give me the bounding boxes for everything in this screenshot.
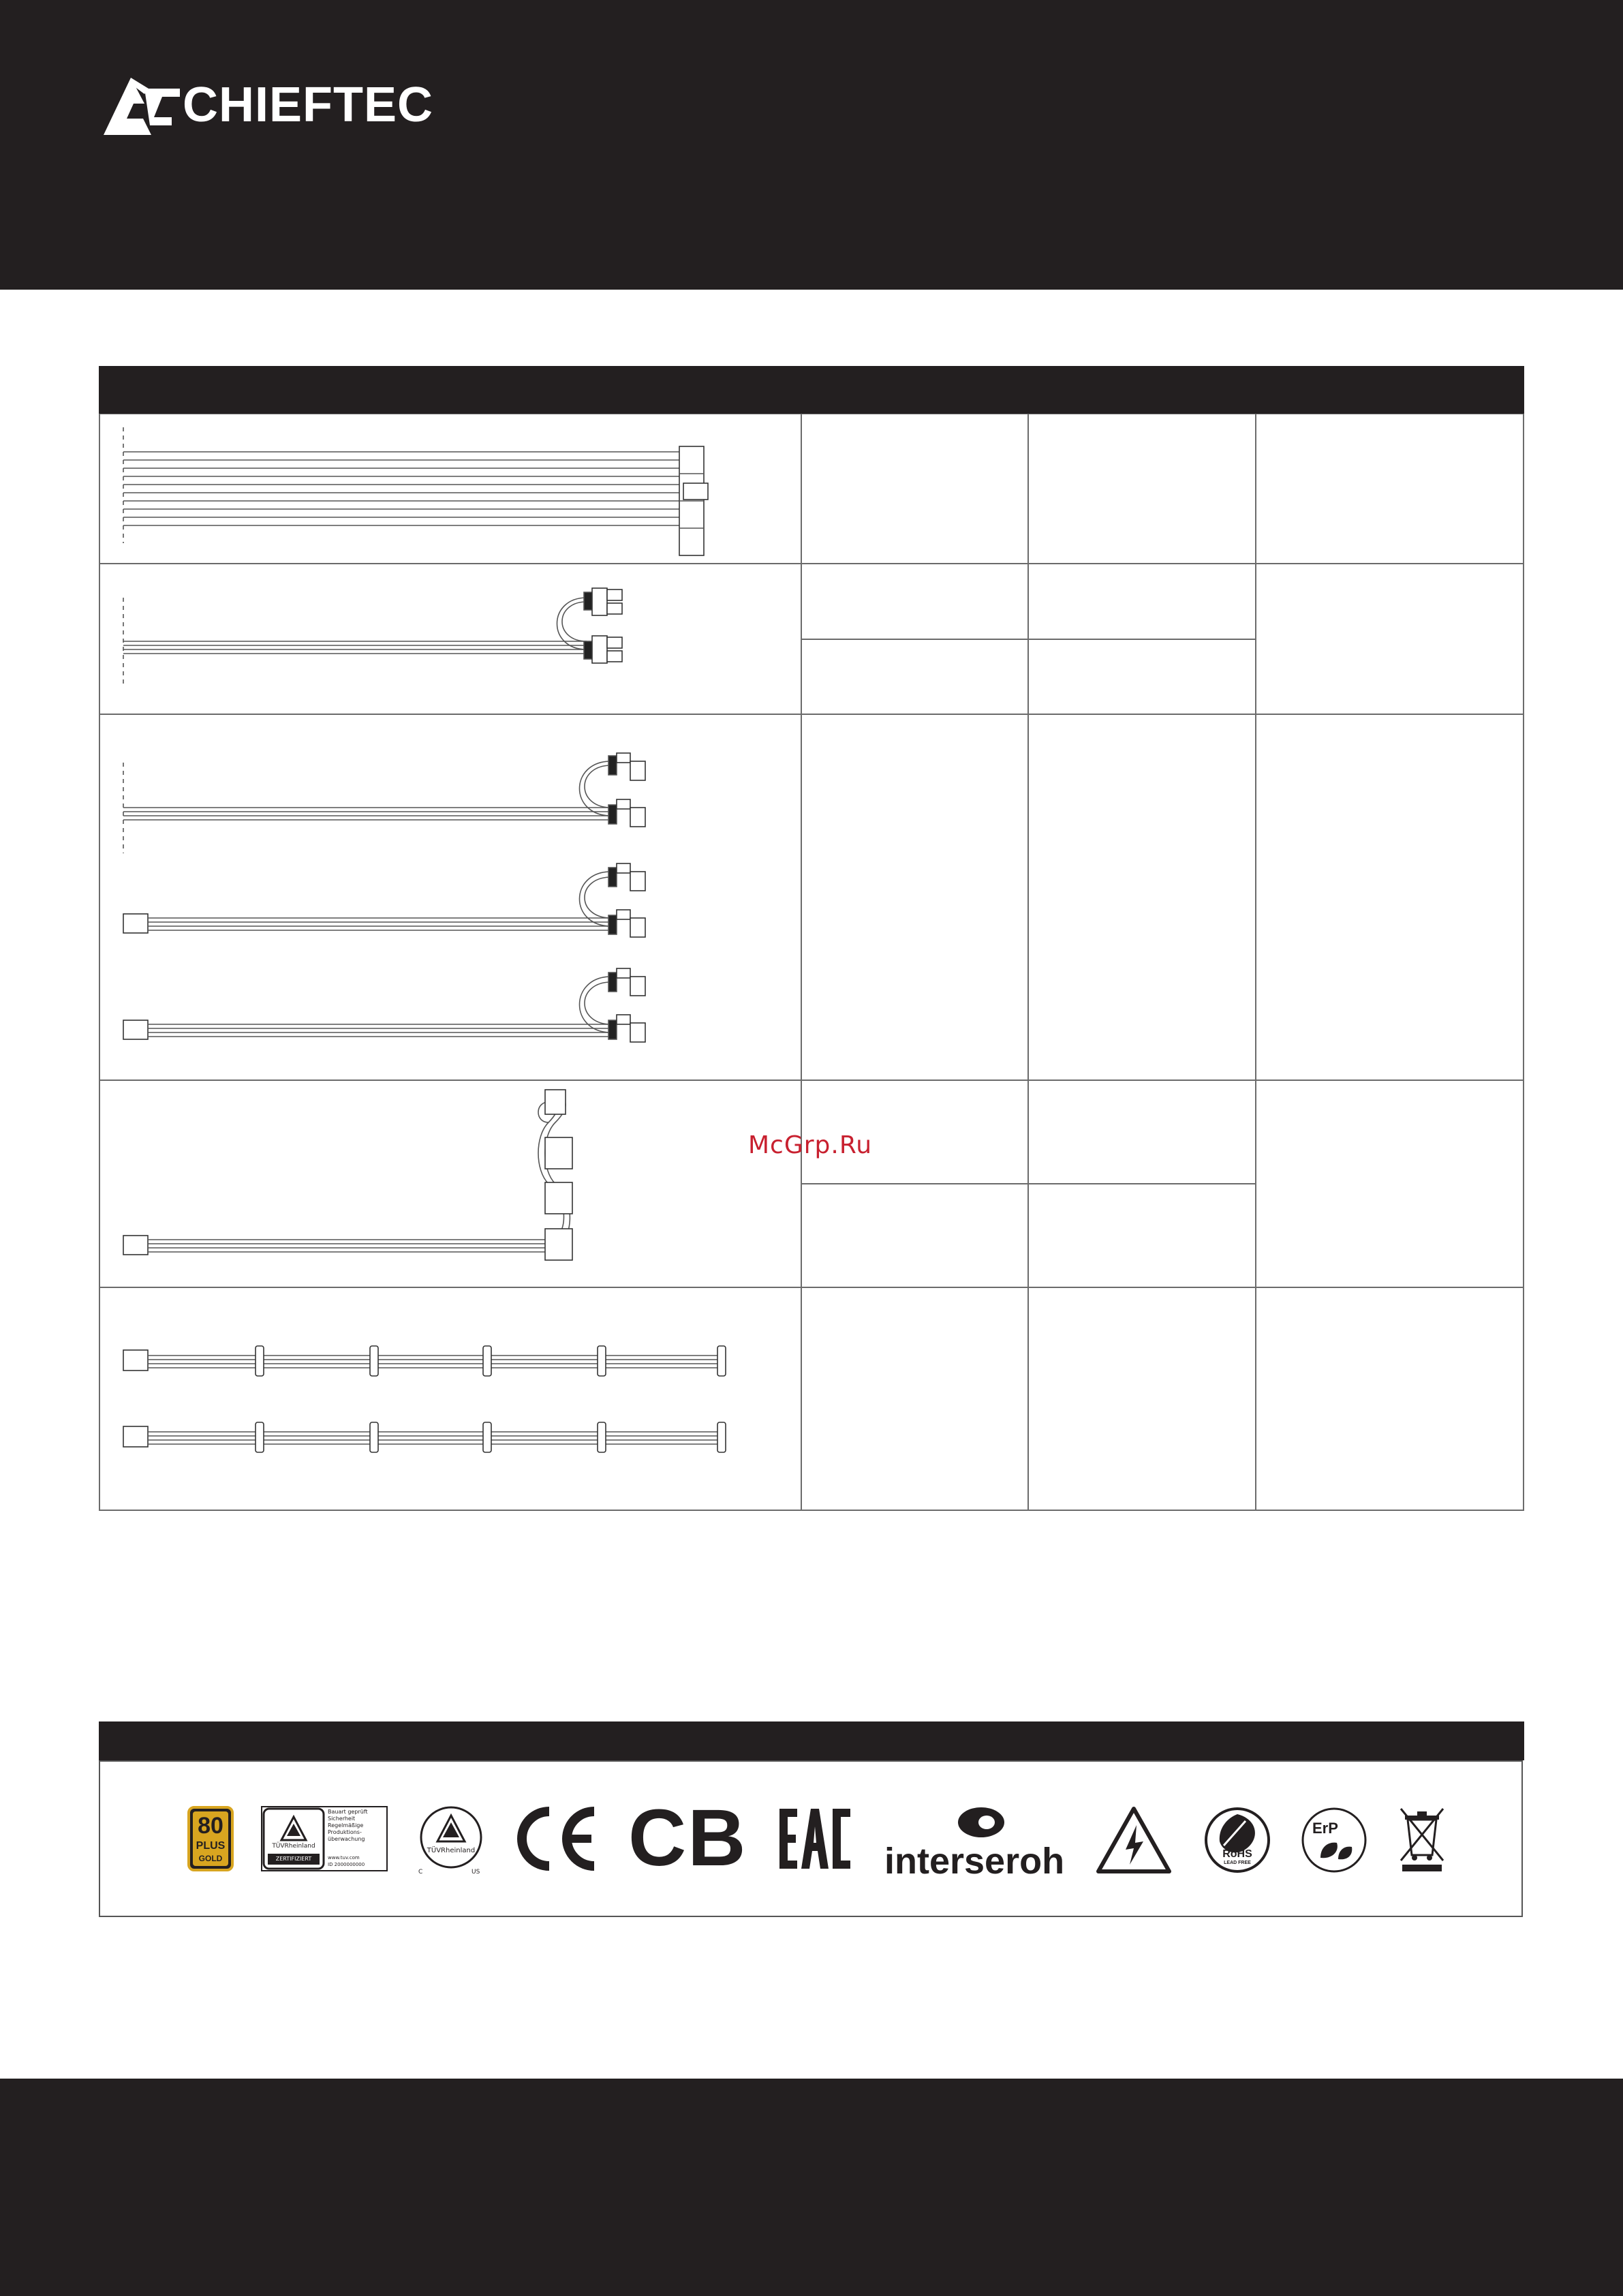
cable-molex-floppy: [123, 1090, 572, 1260]
cable-table: [99, 414, 1524, 1511]
weee-bin-icon: [1398, 1806, 1446, 1874]
cert-rohs: [1203, 1806, 1271, 1881]
cable-sata-2: [123, 1422, 726, 1452]
cable-atx-24pin: [123, 427, 708, 555]
tuv-c-us-icon: [417, 1806, 485, 1874]
tuv-rheinland-line-1: Bauart geprüft: [328, 1809, 368, 1815]
tuv-rheinland-url: www.tuv.com: [328, 1855, 360, 1861]
tuv-c-us-left: C: [418, 1869, 423, 1876]
80-plus-level: GOLD: [198, 1854, 223, 1863]
logo-triangle-icon: [104, 78, 180, 139]
cert-ce: [511, 1806, 600, 1881]
interseroh-label: interseroh: [884, 1841, 1065, 1882]
ce-mark-icon: [511, 1806, 600, 1871]
interseroh-logo-icon: [883, 1806, 1063, 1840]
tuv-rheinland-badge: ZERTIFIZIERT: [275, 1856, 312, 1862]
rohs-label: RoHS: [1222, 1848, 1252, 1860]
footer-band: [0, 2079, 1623, 2296]
cable-cpu-4plus4: [123, 588, 622, 686]
cable-pcie-3: [123, 968, 645, 1042]
certifications-section-bar: [99, 1721, 1524, 1760]
rohs-sub-label: LEAD FREE: [1224, 1861, 1251, 1865]
tuv-rheinland-label: TÜVRheinland: [272, 1843, 315, 1850]
80-plus-number: 80: [198, 1813, 223, 1839]
watermark: McGrp.Ru: [748, 1131, 873, 1159]
cable-pcie-2: [123, 863, 645, 937]
cert-erp: [1300, 1806, 1368, 1881]
cert-high-voltage: [1096, 1806, 1172, 1881]
cb-label: CB: [628, 1793, 747, 1883]
tuv-c-us-label: TÜVRheinland: [427, 1847, 476, 1854]
header-band: [0, 0, 1623, 290]
erp-icon: [1300, 1806, 1368, 1874]
tuv-rheinland-line-5: überwachung: [328, 1836, 365, 1842]
tuv-rheinland-line-4: Produktions-: [328, 1829, 362, 1835]
tuv-c-us-right: US: [472, 1869, 480, 1876]
tuv-rheinland-id: ID 2000000000: [328, 1862, 365, 1867]
cert-weee: [1398, 1806, 1446, 1881]
tuv-rheinland-line-2: Sicherheit: [328, 1816, 356, 1822]
cert-tuv-c-us: [417, 1806, 485, 1881]
cert-eac: [777, 1806, 853, 1881]
cable-section-bar: [99, 366, 1524, 414]
erp-label: ErP: [1312, 1820, 1338, 1837]
brand-name: CHIEFTEC: [183, 78, 433, 132]
cable-sata-1: [123, 1346, 726, 1376]
cert-tuv-rheinland: [261, 1806, 388, 1881]
eac-mark-icon: [777, 1806, 853, 1871]
high-voltage-warning-icon: [1096, 1806, 1172, 1874]
cert-cb: [628, 1793, 748, 1883]
tuv-rheinland-line-3: Regelmäßige: [328, 1822, 364, 1828]
cert-80-plus-gold: [187, 1806, 234, 1881]
80-plus-label: PLUS: [196, 1840, 226, 1852]
cable-pcie-1: [123, 753, 645, 853]
cable-drawings: [99, 414, 1524, 1511]
